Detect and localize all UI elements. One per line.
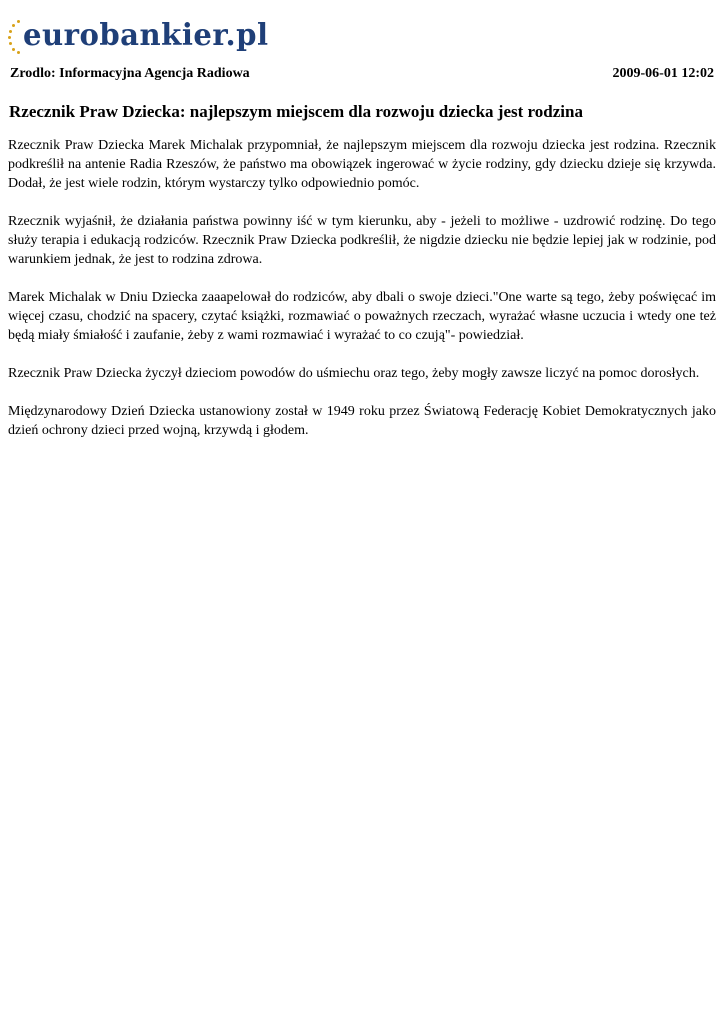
site-logo[interactable] (8, 12, 276, 60)
article-title: Rzecznik Praw Dziecka: najlepszym miejscem dla rozwoju dziecka jest rodzina (9, 102, 583, 121)
logo-text: eurobankier.pl (23, 18, 269, 53)
article-meta (10, 66, 714, 82)
article-paragraph: Rzecznik Praw Dziecka Marek Michalak przypomniał, że najlepszym miejscem dla rozwoju dziecka jest rodzina. Rzecznik podkreślił na antenie Radia Rzeszów, że państwo ma obowiązek ingerować w życie rodziny, gdy dziecku dzieje się krzywda. Dodał, że jest wiele rodzin, którym wystarczy tylko odpowiednio pomóc. (8, 138, 716, 191)
article-paragraph: Rzecznik wyjaśnił, że działania państwa powinny iść w tym kierunku, aby - jeżeli to możliwe - uzdrowić rodzinę. Do tego służy terapia i edukacją rodziców. Rzecznik Praw Dziecka podkreślił, że nigdzie dziecku nie będzie lepiej jak w rodzinie, pod warunkiem jednak, że jest to rodzina zdrowa. (8, 214, 716, 267)
publish-datetime: 2009-06-01 12:02 (612, 66, 714, 81)
article-body (8, 136, 716, 459)
article-paragraph: Rzecznik Praw Dziecka życzył dzieciom powodów do uśmiechu oraz tego, żeby mogły zawsze liczyć na pomoc dorosłych. (8, 366, 700, 381)
eu-stars-icon (8, 18, 22, 54)
source-label: Zrodlo: Informacyjna Agencja Radiowa (10, 66, 250, 81)
article-paragraph: Międzynarodowy Dzień Dziecka ustanowiony został w 1949 roku przez Światową Federację Kobiet Demokratycznych jako dzień ochrony dzieci przed wojną, krzywdą i głodem. (8, 404, 716, 438)
article-paragraph: Marek Michalak w Dniu Dziecka zaaapelował do rodziców, aby dbali o swoje dzieci."One warte są tego, żeby poświęcać im więcej czasu, chodzić na spacery, czytać książki, rozmawiać o poważnych rzeczach, wyrażać własne uczucia i wtedy one też będą miały śmiałość i zaufanie, żeby z wami rozmawiać i wyrażać to co czują"- powiedział. (8, 290, 716, 343)
